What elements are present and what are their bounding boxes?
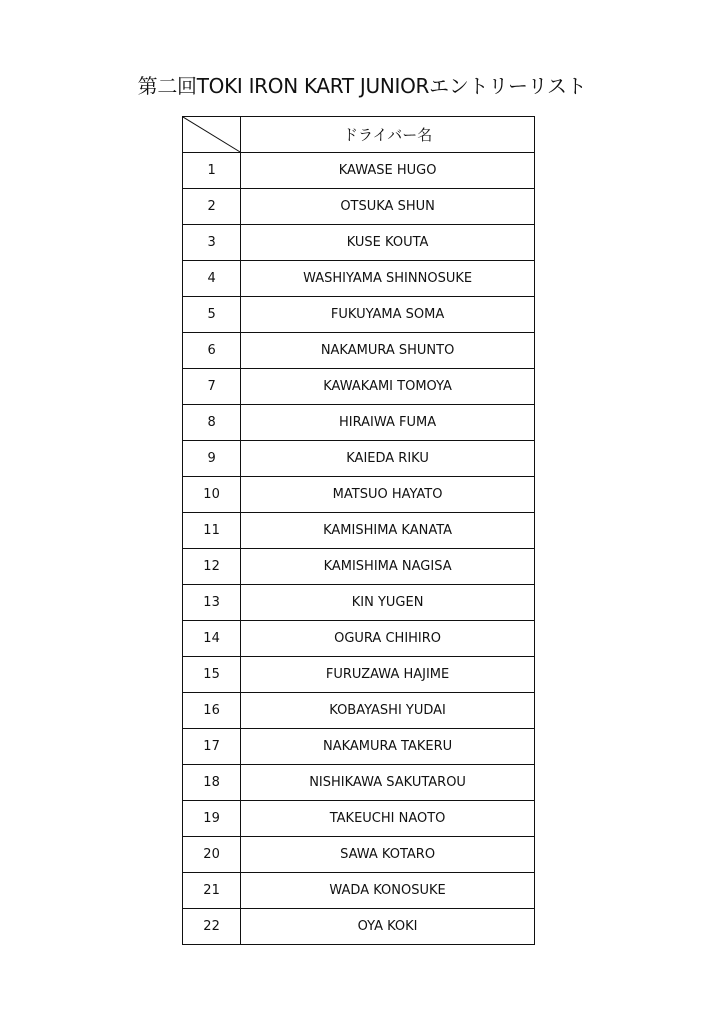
entry-number: 17 xyxy=(183,729,241,765)
table-row xyxy=(183,873,535,909)
table-row xyxy=(183,549,535,585)
driver-name: OGURA CHIHIRO xyxy=(241,621,535,657)
table-header-row xyxy=(183,117,535,153)
entry-number: 4 xyxy=(183,261,241,297)
entry-number: 18 xyxy=(183,765,241,801)
entry-number: 14 xyxy=(183,621,241,657)
entry-number: 20 xyxy=(183,837,241,873)
driver-name: KAMISHIMA NAGISA xyxy=(241,549,535,585)
table-row xyxy=(183,441,535,477)
driver-name: OYA KOKI xyxy=(241,909,535,945)
entry-number: 6 xyxy=(183,333,241,369)
entry-number: 13 xyxy=(183,585,241,621)
table-row xyxy=(183,657,535,693)
entry-number: 2 xyxy=(183,189,241,225)
entry-number: 3 xyxy=(183,225,241,261)
driver-name: TAKEUCHI NAOTO xyxy=(241,801,535,837)
driver-name: FUKUYAMA SOMA xyxy=(241,297,535,333)
table-row xyxy=(183,153,535,189)
entry-number: 7 xyxy=(183,369,241,405)
driver-name: NISHIKAWA SAKUTAROU xyxy=(241,765,535,801)
table-row xyxy=(183,297,535,333)
driver-name: KIN YUGEN xyxy=(241,585,535,621)
entry-number: 16 xyxy=(183,693,241,729)
entry-number: 8 xyxy=(183,405,241,441)
entry-list-table xyxy=(182,116,535,945)
table-row xyxy=(183,477,535,513)
table-row xyxy=(183,369,535,405)
entry-number: 10 xyxy=(183,477,241,513)
table-row xyxy=(183,909,535,945)
table-row xyxy=(183,585,535,621)
header-driver-name: ドライバー名 xyxy=(241,117,535,153)
driver-name: KAWAKAMI TOMOYA xyxy=(241,369,535,405)
diagonal-divider-icon xyxy=(183,117,240,152)
table-row xyxy=(183,765,535,801)
driver-name: SAWA KOTARO xyxy=(241,837,535,873)
driver-name: NAKAMURA TAKERU xyxy=(241,729,535,765)
table-row xyxy=(183,513,535,549)
table-row xyxy=(183,693,535,729)
driver-name: KOBAYASHI YUDAI xyxy=(241,693,535,729)
table-row xyxy=(183,729,535,765)
header-corner-cell xyxy=(183,117,241,153)
entry-number: 22 xyxy=(183,909,241,945)
table-row xyxy=(183,333,535,369)
table-row xyxy=(183,261,535,297)
driver-name: HIRAIWA FUMA xyxy=(241,405,535,441)
driver-name: NAKAMURA SHUNTO xyxy=(241,333,535,369)
table-row xyxy=(183,225,535,261)
entry-number: 11 xyxy=(183,513,241,549)
table-row xyxy=(183,837,535,873)
driver-name: KUSE KOUTA xyxy=(241,225,535,261)
entry-number: 9 xyxy=(183,441,241,477)
driver-name: WADA KONOSUKE xyxy=(241,873,535,909)
table-row xyxy=(183,405,535,441)
entry-number: 15 xyxy=(183,657,241,693)
driver-name: WASHIYAMA SHINNOSUKE xyxy=(241,261,535,297)
driver-name: KAWASE HUGO xyxy=(241,153,535,189)
driver-name: OTSUKA SHUN xyxy=(241,189,535,225)
driver-name: KAMISHIMA KANATA xyxy=(241,513,535,549)
table-row xyxy=(183,801,535,837)
entry-number: 1 xyxy=(183,153,241,189)
table-row xyxy=(183,621,535,657)
entry-number: 5 xyxy=(183,297,241,333)
entry-number: 12 xyxy=(183,549,241,585)
document-title: 第二回TOKI IRON KART JUNIORエントリーリスト xyxy=(137,76,587,98)
driver-name: MATSUO HAYATO xyxy=(241,477,535,513)
driver-name: KAIEDA RIKU xyxy=(241,441,535,477)
entry-number: 21 xyxy=(183,873,241,909)
driver-name: FURUZAWA HAJIME xyxy=(241,657,535,693)
entry-number: 19 xyxy=(183,801,241,837)
table-row xyxy=(183,189,535,225)
